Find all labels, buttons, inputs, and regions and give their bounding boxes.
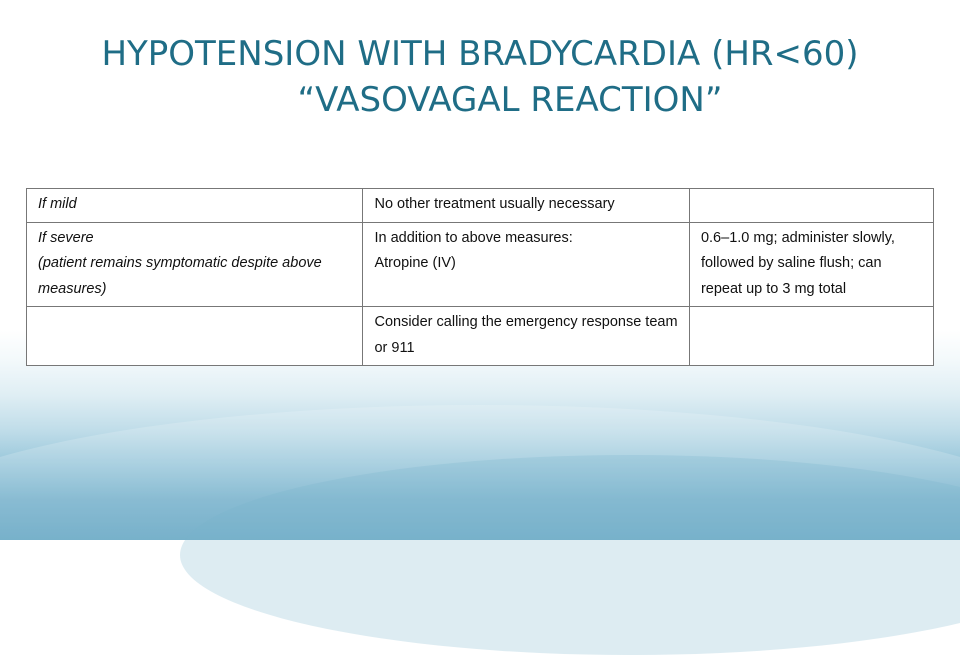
treatment-cell [363, 222, 689, 307]
condition-note: (patient remains symptomatic despite above measures) [38, 255, 322, 297]
table-row [27, 222, 934, 307]
condition-cell [27, 307, 363, 366]
treatment-cell [363, 189, 689, 223]
condition-cell [27, 189, 363, 223]
dose-cell [689, 189, 933, 223]
dose-cell [689, 222, 933, 307]
treatment-table [26, 188, 934, 366]
slide-title [0, 31, 960, 123]
title-line-2: “VASOVAGAL REACTION” [297, 79, 723, 120]
condition-cell [27, 222, 363, 307]
condition-label: If severe [38, 229, 94, 246]
dose-cell [689, 307, 933, 366]
table-row [27, 189, 934, 223]
treatment-text: Consider calling the emergency response team or 911 [374, 314, 678, 356]
treatment-cell [363, 307, 689, 366]
table-row [27, 307, 934, 366]
dose-text: 0.6–1.0 mg; administer slowly, followed by saline flush; can repeat up to 3 mg total [700, 229, 895, 297]
treatment-intro: In addition to above measures: [374, 229, 573, 246]
condition-label: If mild [38, 196, 77, 212]
title-line-1: HYPOTENSION WITH BRADYCARDIA (HR<60) [101, 33, 859, 74]
treatment-text: Atropine (IV) [374, 255, 456, 271]
treatment-text: No other treatment usually necessary [374, 196, 615, 212]
